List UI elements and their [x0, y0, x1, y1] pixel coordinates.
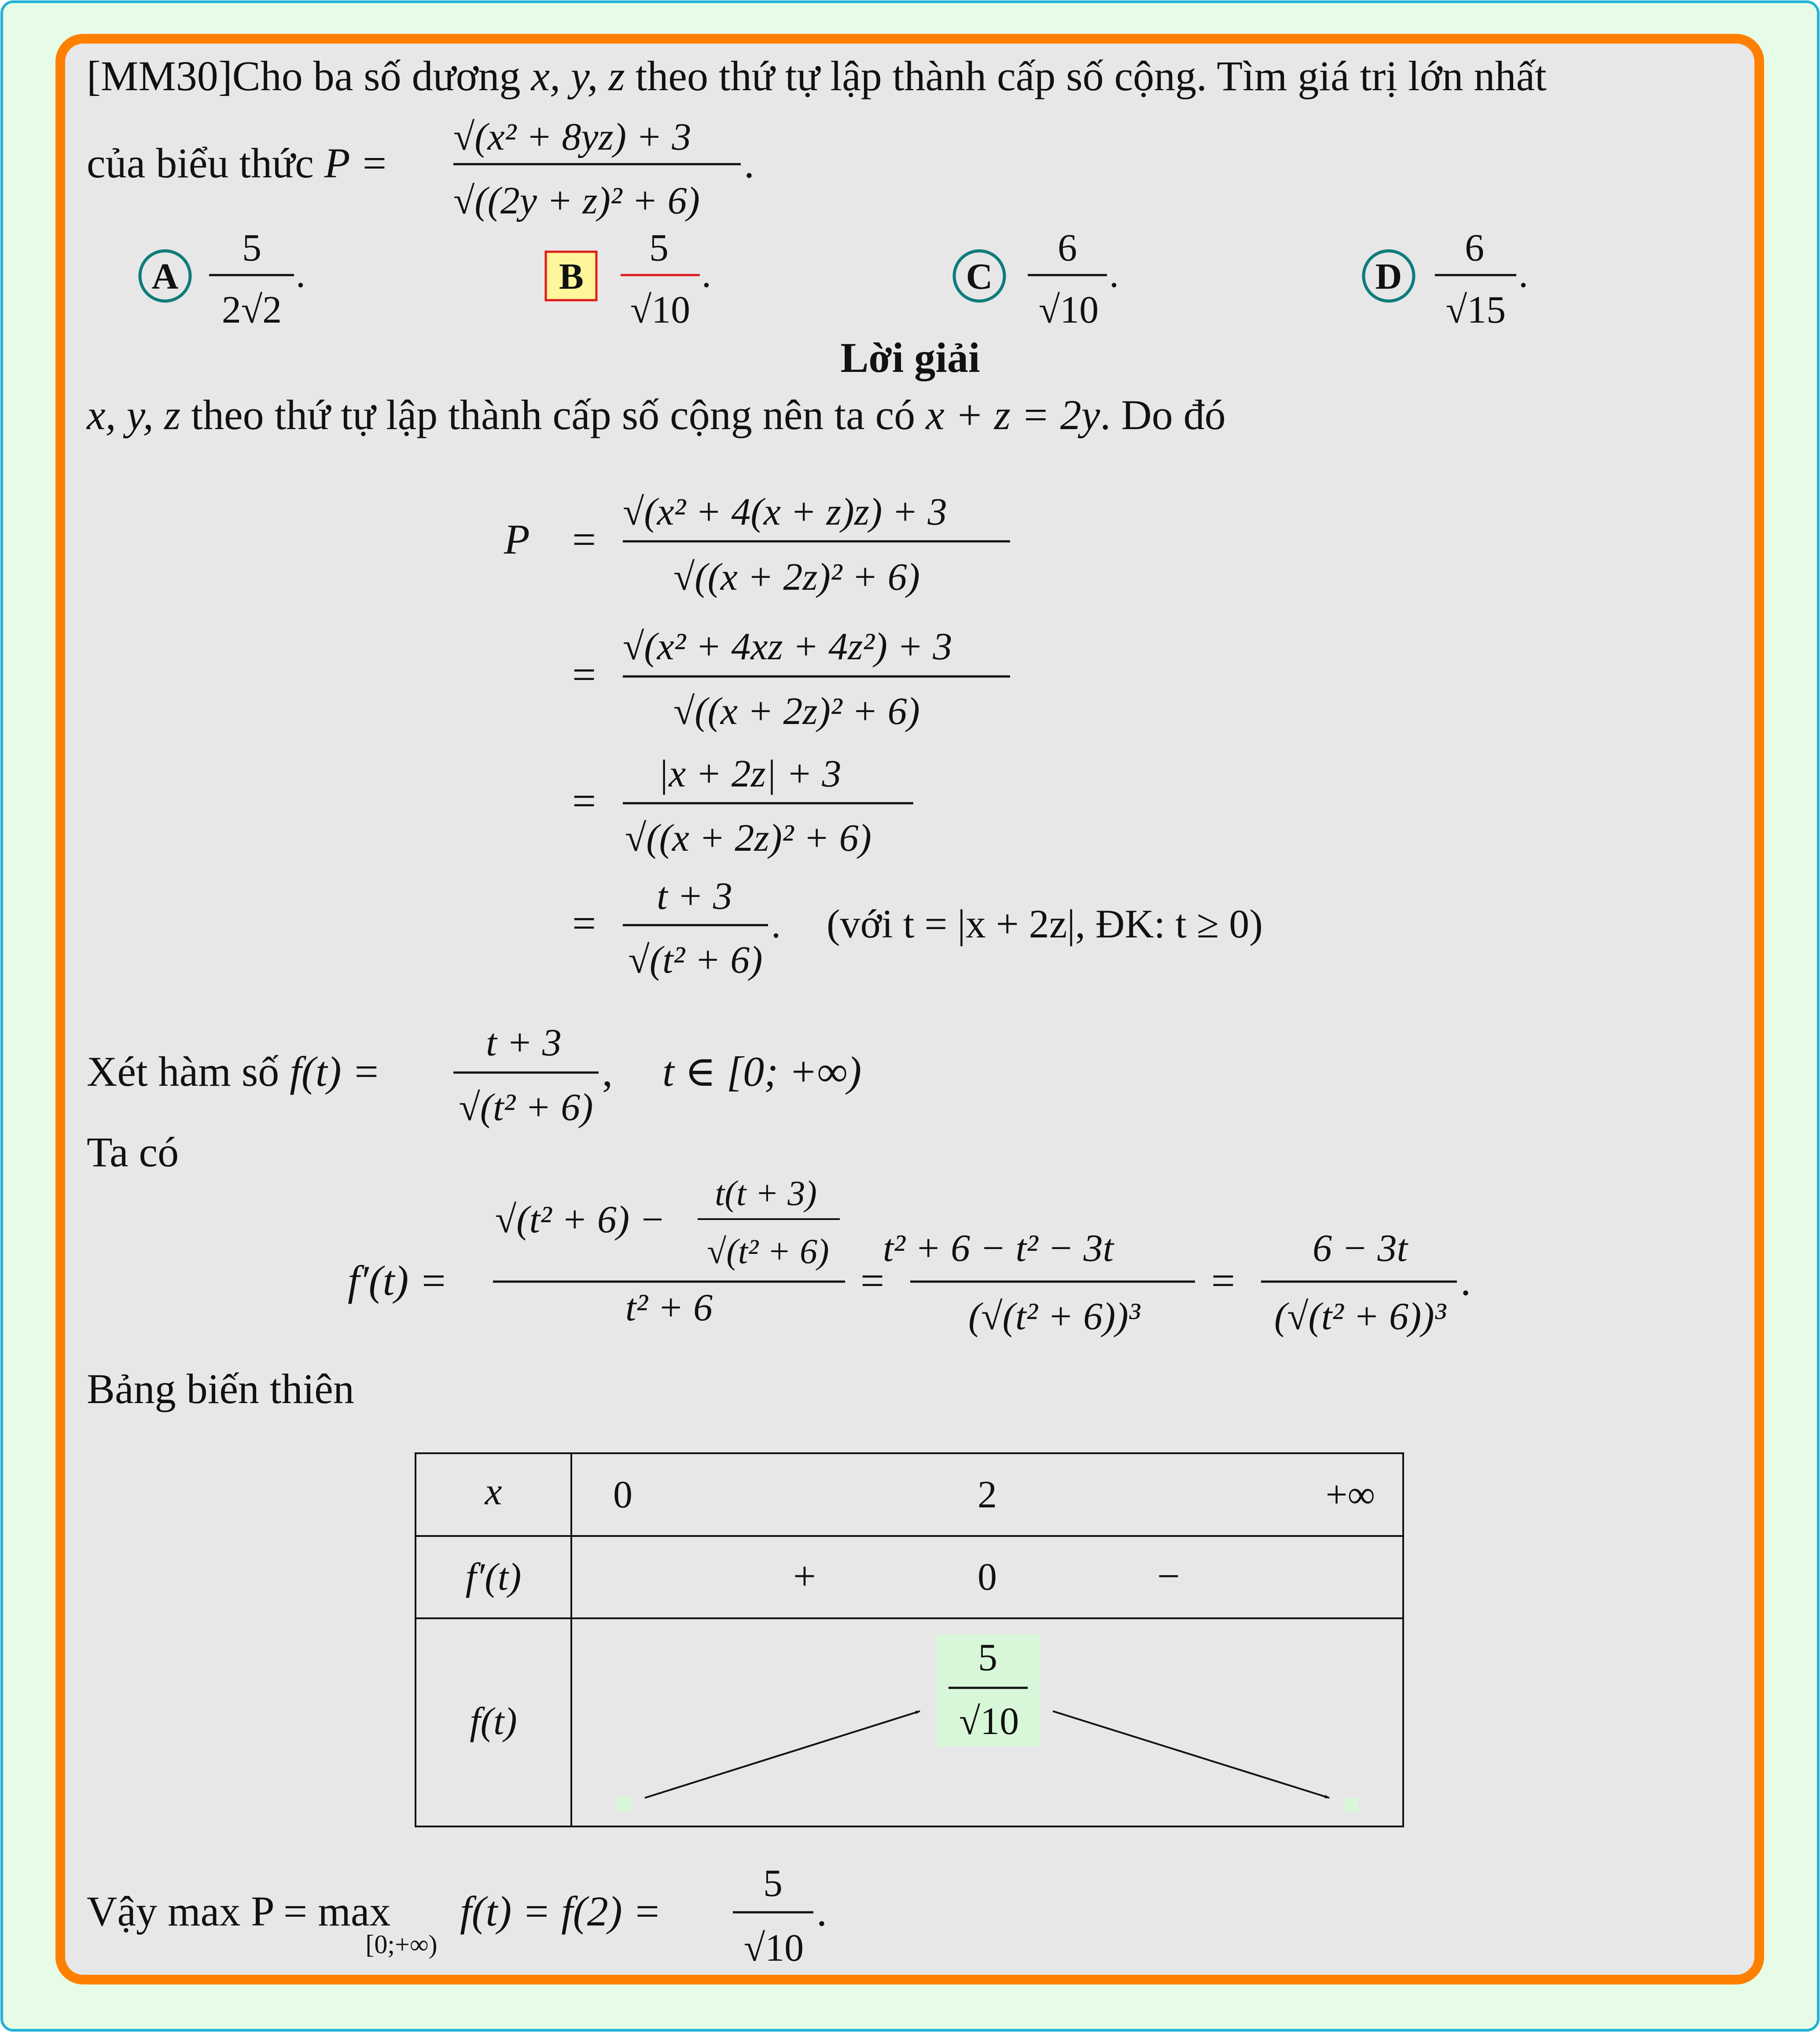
- problem-text-2: của biểu thức: [87, 140, 324, 187]
- option-d-numerator: 6: [1465, 227, 1484, 269]
- table-x-value-2: +∞: [1325, 1473, 1375, 1516]
- ta-co-text: Ta có: [87, 1128, 179, 1176]
- derivative-f3-numerator: 6 − 3t: [1313, 1227, 1408, 1270]
- table-x-value-1: 2: [978, 1473, 997, 1516]
- table-limit-right-box: [1344, 1798, 1358, 1812]
- table-x-value-0: 0: [613, 1473, 632, 1516]
- solution-intro-tail: . Do đó: [1100, 391, 1226, 438]
- derivative-f2-numerator: t² + 6 − t² − 3t: [882, 1227, 1114, 1270]
- problem-line-1: [87, 52, 1547, 99]
- step-4-equals: =: [572, 900, 596, 947]
- derivative-equals-1: =: [860, 1257, 885, 1304]
- consider-text: Xét hàm số: [87, 1048, 290, 1095]
- consider-numerator: t + 3: [486, 1022, 562, 1064]
- step-2-equals: =: [572, 651, 596, 698]
- option-b-period: .: [702, 253, 711, 296]
- derivative-f1-num-a: √(t² + 6) −: [495, 1198, 665, 1241]
- solution-intro-eq: x + z = 2y: [926, 391, 1100, 438]
- solution-intro: [86, 391, 1226, 438]
- conclusion-denominator: √10: [743, 1927, 804, 1970]
- derivative-f1-inner-denominator: √(t² + 6): [707, 1232, 829, 1271]
- table-label-x: x: [485, 1470, 502, 1513]
- solution-intro-vars: x, y, z: [87, 391, 181, 438]
- table-sign-plus: +: [793, 1554, 816, 1598]
- problem-p-equals: P =: [324, 140, 389, 187]
- table-max-denominator: √10: [959, 1700, 1019, 1743]
- consider-domain: t ∈ [0; +∞): [662, 1048, 862, 1095]
- problem-period: .: [744, 140, 754, 187]
- step-1-numerator: √(x² + 4(x + z)z) + 3: [623, 491, 947, 533]
- consider-denominator: √(t² + 6): [459, 1086, 593, 1129]
- derivative-f2-denominator: (√(t² + 6))³: [968, 1295, 1140, 1338]
- option-c-denominator: √10: [1038, 289, 1099, 331]
- option-d-denominator: √15: [1445, 289, 1506, 331]
- option-c-numerator: 6: [1058, 227, 1077, 269]
- consider-line: [87, 1048, 380, 1095]
- conclusion-subscript: [0;+∞): [365, 1930, 438, 1959]
- table-sign-zero: 0: [978, 1556, 997, 1598]
- derivative-f1-inner-numerator: t(t + 3): [715, 1174, 817, 1213]
- option-a-period: .: [296, 253, 305, 296]
- table-min-left-box: [617, 1798, 631, 1812]
- step-1-equals: =: [572, 516, 596, 563]
- step-4-note: (với t = |x + 2z|, ĐK: t ≥ 0): [827, 901, 1263, 946]
- derivative-equals-2: =: [1211, 1257, 1235, 1304]
- step-1-lhs: P: [504, 516, 530, 563]
- problem-fraction-denominator: √((2y + z)² + 6): [453, 180, 700, 222]
- table-label-f: f(t): [470, 1700, 517, 1743]
- conclusion-tail: f(t) = f(2) =: [460, 1888, 662, 1935]
- table-label-fprime: f′(t): [465, 1556, 522, 1598]
- consider-f: f(t) =: [290, 1048, 381, 1095]
- option-a-denominator: 2√2: [221, 289, 282, 331]
- problem-text-1b: theo thứ tự lập thành cấp số cộng. Tìm giá trị lớn nhất: [625, 52, 1547, 99]
- conclusion-period: .: [816, 1888, 827, 1935]
- table-max-numerator: 5: [978, 1636, 997, 1679]
- table-caption: Bảng biến thiên: [87, 1365, 354, 1412]
- problem-text-1a: Cho ba số dương: [232, 52, 531, 99]
- step-2-denominator: √((x + 2z)² + 6): [673, 690, 920, 733]
- option-c-letter: C: [966, 256, 993, 297]
- consider-comma: ,: [602, 1048, 613, 1095]
- option-a-numerator: 5: [242, 227, 261, 269]
- step-3-denominator: √((x + 2z)² + 6): [625, 817, 871, 860]
- option-d-letter: D: [1375, 256, 1402, 297]
- option-b-letter: B: [559, 256, 584, 297]
- derivative-period: .: [1460, 1257, 1471, 1304]
- problem-tag: [MM30]: [87, 52, 232, 99]
- table-sign-minus: −: [1157, 1554, 1180, 1598]
- step-3-numerator: |x + 2z| + 3: [658, 753, 842, 795]
- problem-fraction-numerator: √(x² + 8yz) + 3: [453, 116, 691, 158]
- step-2-numerator: √(x² + 4xz + 4z²) + 3: [623, 625, 952, 668]
- derivative-lhs: f′(t) =: [348, 1257, 448, 1304]
- step-1-denominator: √((x + 2z)² + 6): [673, 556, 920, 599]
- step-3-equals: =: [572, 777, 596, 824]
- step-4-period: .: [771, 904, 781, 946]
- solution-intro-text: theo thứ tự lập thành cấp số cộng nên ta có: [180, 391, 926, 438]
- option-b-denominator: √10: [630, 289, 691, 331]
- step-4-denominator: √(t² + 6): [628, 939, 763, 981]
- option-b-numerator: 5: [649, 227, 669, 269]
- problem-vars: x, y, z: [531, 52, 625, 99]
- solution-heading: Lời giải: [840, 334, 980, 381]
- derivative-f3-denominator: (√(t² + 6))³: [1274, 1295, 1446, 1338]
- conclusion-line: Vậy max P = max: [87, 1888, 391, 1935]
- step-4-numerator: t + 3: [657, 875, 732, 918]
- option-a-letter: A: [151, 256, 179, 297]
- option-d-period: .: [1519, 253, 1528, 296]
- conclusion-numerator: 5: [763, 1862, 783, 1905]
- problem-line-2: [87, 140, 389, 187]
- derivative-f1-denominator: t² + 6: [625, 1286, 713, 1329]
- option-c-period: .: [1109, 253, 1119, 296]
